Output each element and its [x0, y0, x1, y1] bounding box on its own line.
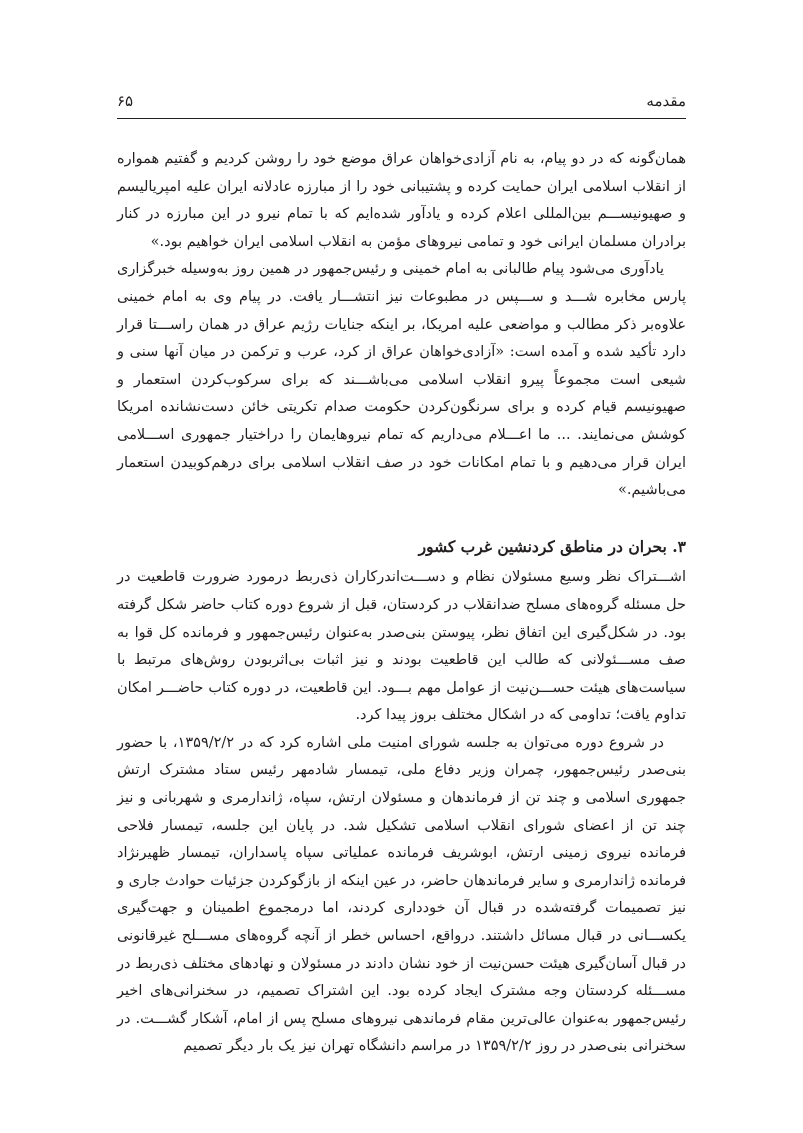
page-number: ۶۵ [117, 92, 134, 110]
paragraph-security-council: در شروع دوره می‌توان به جلسه شورای امنیت ملی اشاره کرد که در ۱۳۵۹/۲/۲، با حضور بنی‌صدر رئیس‌جمهور، چمران وزیر دفاع ملی، تیمسار شادمهر رئیس ستاد مشترک ارتش جمهوری اسلامی و چند تن از فرماندهان و مسئولان ارتش، سپاه، ژاندارمری و شهربانی و نیز چند تن از اعضای شورای انقلاب اسلامی تشکیل شد. در پایان این جلسه، تیمسار فلاحی فرمانده نیروی زمینی ارتش، ابوشریف فرمانده عملیاتی سپاه پاسداران، تیمسار ظهیرنژاد فرمانده ژاندارمری و سایر فرماندهان حاضر، در عین اینکه از بازگوکردن جزئیات حوادث جاری و نیز تصمیمات گرفته‌شده در قبال آن خودداری کردند، اما درمجموع اطمینان و جهت‌گیری یکســـانی در قبال مسائل داشتند. درواقع، احساس خطر از آنچه گروه‌های مســـلح غیرقانونی در قبال آسان‌گیری هیئت حسن‌نیت از خود نشان دادند در مسئولان و نهادهای مختلف ذی‌ربط در مســـئله کردستان وجه مشترک ایجاد کرده بود. این اشتراک تصمیم، در سخنرانی‌های اخیر رئیس‌جمهور به‌عنوان عالی‌ترین مقام فرماندهی نیروهای مسلح پس از امام، آشکار گشـــت. در سخنرانی بنی‌صدر در روز ۱۳۵۹/۲/۲ در مراسم دانشگاه تهران نیز یک بار دیگر تصمیم [117, 734, 686, 1055]
paragraph-talabani-message: یادآوری می‌شود پیام طالبانی به امام خمینی و رئیس‌جمهور در همین روز به‌وسیله خبرگزاری پارس مخابره شـــد و ســـپس در مطبوعات نیز انتشـــار یافت. در پیام وی به امام خمینی علاوه‌بر ذکر مطالب و مواضعی علیه امریکا، بر اینکه جنایات رژیم عراق در همان راســـتا قرار دارد تأکید شده و آمده است: «آزادی‌خواهان عراق از کرد، عرب و ترکمن در میان آنها سنی و شیعی است مجموعاً پیرو انقلاب اسلامی می‌باشـــند که برای سرکوب‌کردن استعمار و صهیونیسم قیام کرده و برای سرنگون‌کردن حکومت صدام تکریتی خائن دست‌نشانده امریکا کوشش می‌نمایند. ... ما اعـــلام می‌داریم که تمام نیروهایمان را دراختیار جمهوری اســـلامی ایران قرار می‌دهیم و با تمام امکانات خود در صف انقلاب اسلامی برای درهم‌کوبیدن استعمار می‌باشیم.» [117, 261, 686, 499]
header-rule [117, 118, 686, 119]
section-heading: ۳. بحران در مناطق کردنشین غرب کشور [418, 536, 686, 556]
document-body [117, 146, 686, 1061]
paragraph-consensus: اشـــتراک نظر وسیع مسئولان نظام و دســـت‌اندرکاران ذی‌ربط درمورد ضرورت قاطعیت در حل مسئله گروه‌های مسلح ضدانقلاب در کردستان، قبل از شروع دوره کتاب حاضر شکل گرفته بود. در شکل‌گیری این اتفاق نظر، پیوستن بنی‌صدر به‌عنوان رئیس‌جمهور و فرمانده کل قوا به صف مســـئولانی که طالب این قاطعیت بودند و نیز اثبات بی‌اثربودن روش‌های مرتبط با سیاست‌های هیئت حســـن‌نیت از عوامل مهم بـــود. این قاطعیت، در دوره کتاب حاضـــر امکان تداوم یافت؛ تداومی که در اشکال مختلف بروز پیدا کرد. [117, 569, 686, 724]
paragraph-quote-end: همان‌گونه که در دو پیام، به نام آزادی‌خواهان عراق موضع خود را روشن کردیم و گفتیم همواره از انقلاب اسلامی ایران حمایت کرده و پشتیبانی خود را از مبارزه عادلانه ایران علیه امپریالیسم و صهیونیســـم بین‌المللی اعلام کرده و یادآور شده‌ایم که با تمام نیرو در این مبارزه در کنار برادران مسلمان ایرانی خود و تمامی نیروهای مؤمن به انقلاب اسلامی ایران خواهیم بود.» [117, 151, 686, 250]
page-header [117, 92, 686, 116]
running-title: مقدمه [646, 92, 686, 110]
